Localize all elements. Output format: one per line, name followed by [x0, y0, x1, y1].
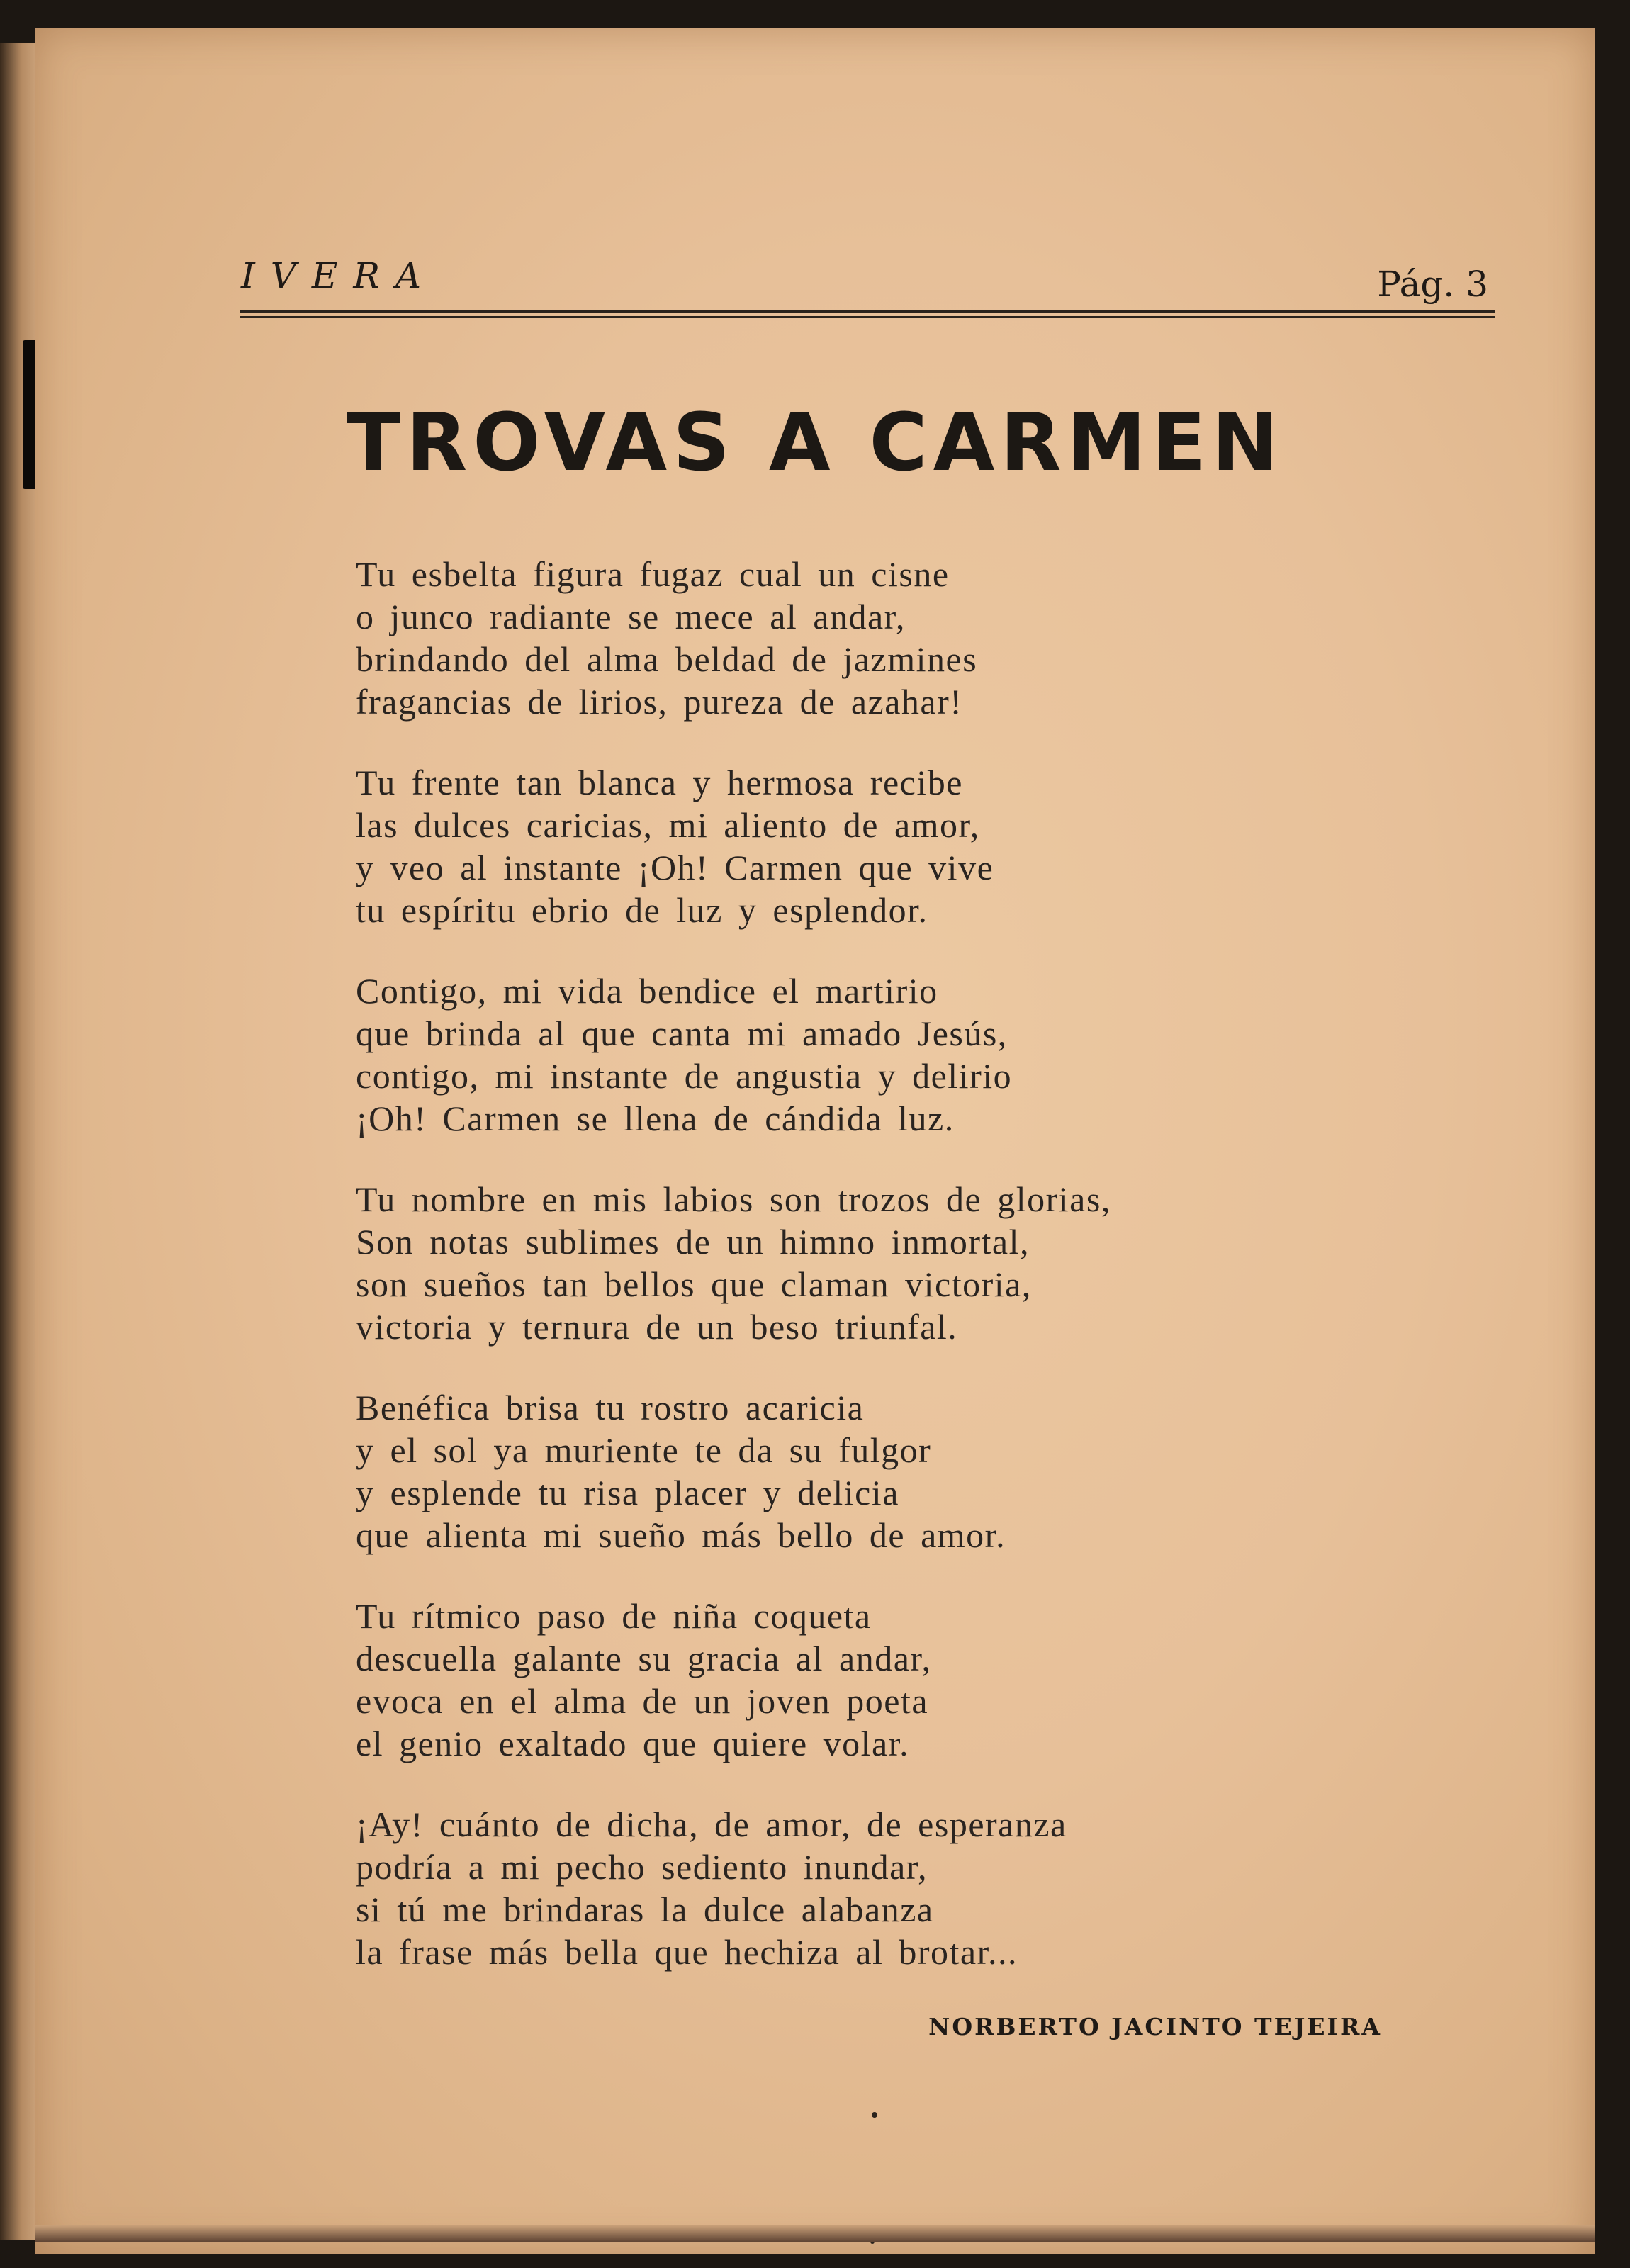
poem-line: Tu frente tan blanca y hermosa recibe [356, 763, 963, 802]
header-rule [240, 310, 1495, 318]
poem-title: TROVAS A CARMEN [346, 397, 1284, 489]
magazine-page [35, 28, 1595, 2254]
page-bottom-edge [35, 2225, 1595, 2242]
page-number: Pág. 3 [1377, 264, 1488, 305]
poem-line: son sueños tan bellos que claman victoria, [356, 1264, 1032, 1304]
stanza [356, 1386, 1419, 1556]
print-speck [872, 2112, 877, 2118]
poem-body [356, 553, 1419, 2011]
poem-line: descuella galante su gracia al andar, [356, 1639, 932, 1678]
poem-line: o junco radiante se mece al andar, [356, 597, 906, 636]
stanza [356, 761, 1419, 931]
poem-line: Benéfica brisa tu rostro acaricia [356, 1388, 865, 1427]
poem-line: y esplende tu risa placer y delicia [356, 1473, 899, 1512]
poem-line: victoria y ternura de un beso triunfal. [356, 1307, 958, 1347]
poem-line: Contigo, mi vida bendice el martirio [356, 971, 938, 1011]
poem-line: el genio exaltado que quiere volar. [356, 1724, 910, 1763]
poem-line: si tú me brindaras la dulce alabanza [356, 1890, 934, 1929]
poem-line: Tu esbelta figura fugaz cual un cisne [356, 554, 950, 594]
poem-line: Son notas sublimes de un himno inmortal, [356, 1222, 1030, 1262]
poem-line: Tu rítmico paso de niña coqueta [356, 1596, 872, 1636]
running-header [206, 227, 1488, 333]
poem-line: Tu nombre en mis labios son trozos de glorias, [356, 1179, 1111, 1219]
stanza [356, 970, 1419, 1140]
poem-line: podría a mi pecho sediento inundar, [356, 1847, 928, 1887]
stanza [356, 553, 1419, 723]
poem-line: y veo al instante ¡Oh! Carmen que vive [356, 848, 994, 887]
magazine-name: IVERA [241, 255, 437, 296]
poem-line: que brinda al que canta mi amado Jesús, [356, 1014, 1008, 1053]
author-signature: NORBERTO JACINTO TEJEIRA [928, 2013, 1382, 2040]
poem-line: fragancias de lirios, pureza de azahar! [356, 682, 963, 722]
poem-line: brindando del alma beldad de jazmines [356, 639, 978, 679]
stanza [356, 1178, 1419, 1348]
poem-line: ¡Oh! Carmen se llena de cándida luz. [356, 1099, 955, 1138]
stanza [356, 1803, 1419, 1973]
stanza [356, 1595, 1419, 1765]
poem-line: las dulces caricias, mi aliento de amor, [356, 805, 980, 845]
poem-line: tu espíritu ebrio de luz y esplendor. [356, 890, 928, 930]
poem-line: contigo, mi instante de angustia y delirio [356, 1056, 1013, 1096]
poem-line: y el sol ya muriente te da su fulgor [356, 1430, 932, 1470]
poem-line: que alienta mi sueño más bello de amor. [356, 1515, 1006, 1555]
poem-line: la frase más bella que hechiza al brotar... [356, 1932, 1018, 1972]
poem-line: ¡Ay! cuánto de dicha, de amor, de esperanza [356, 1804, 1067, 1844]
poem-line: evoca en el alma de un joven poeta [356, 1681, 929, 1721]
